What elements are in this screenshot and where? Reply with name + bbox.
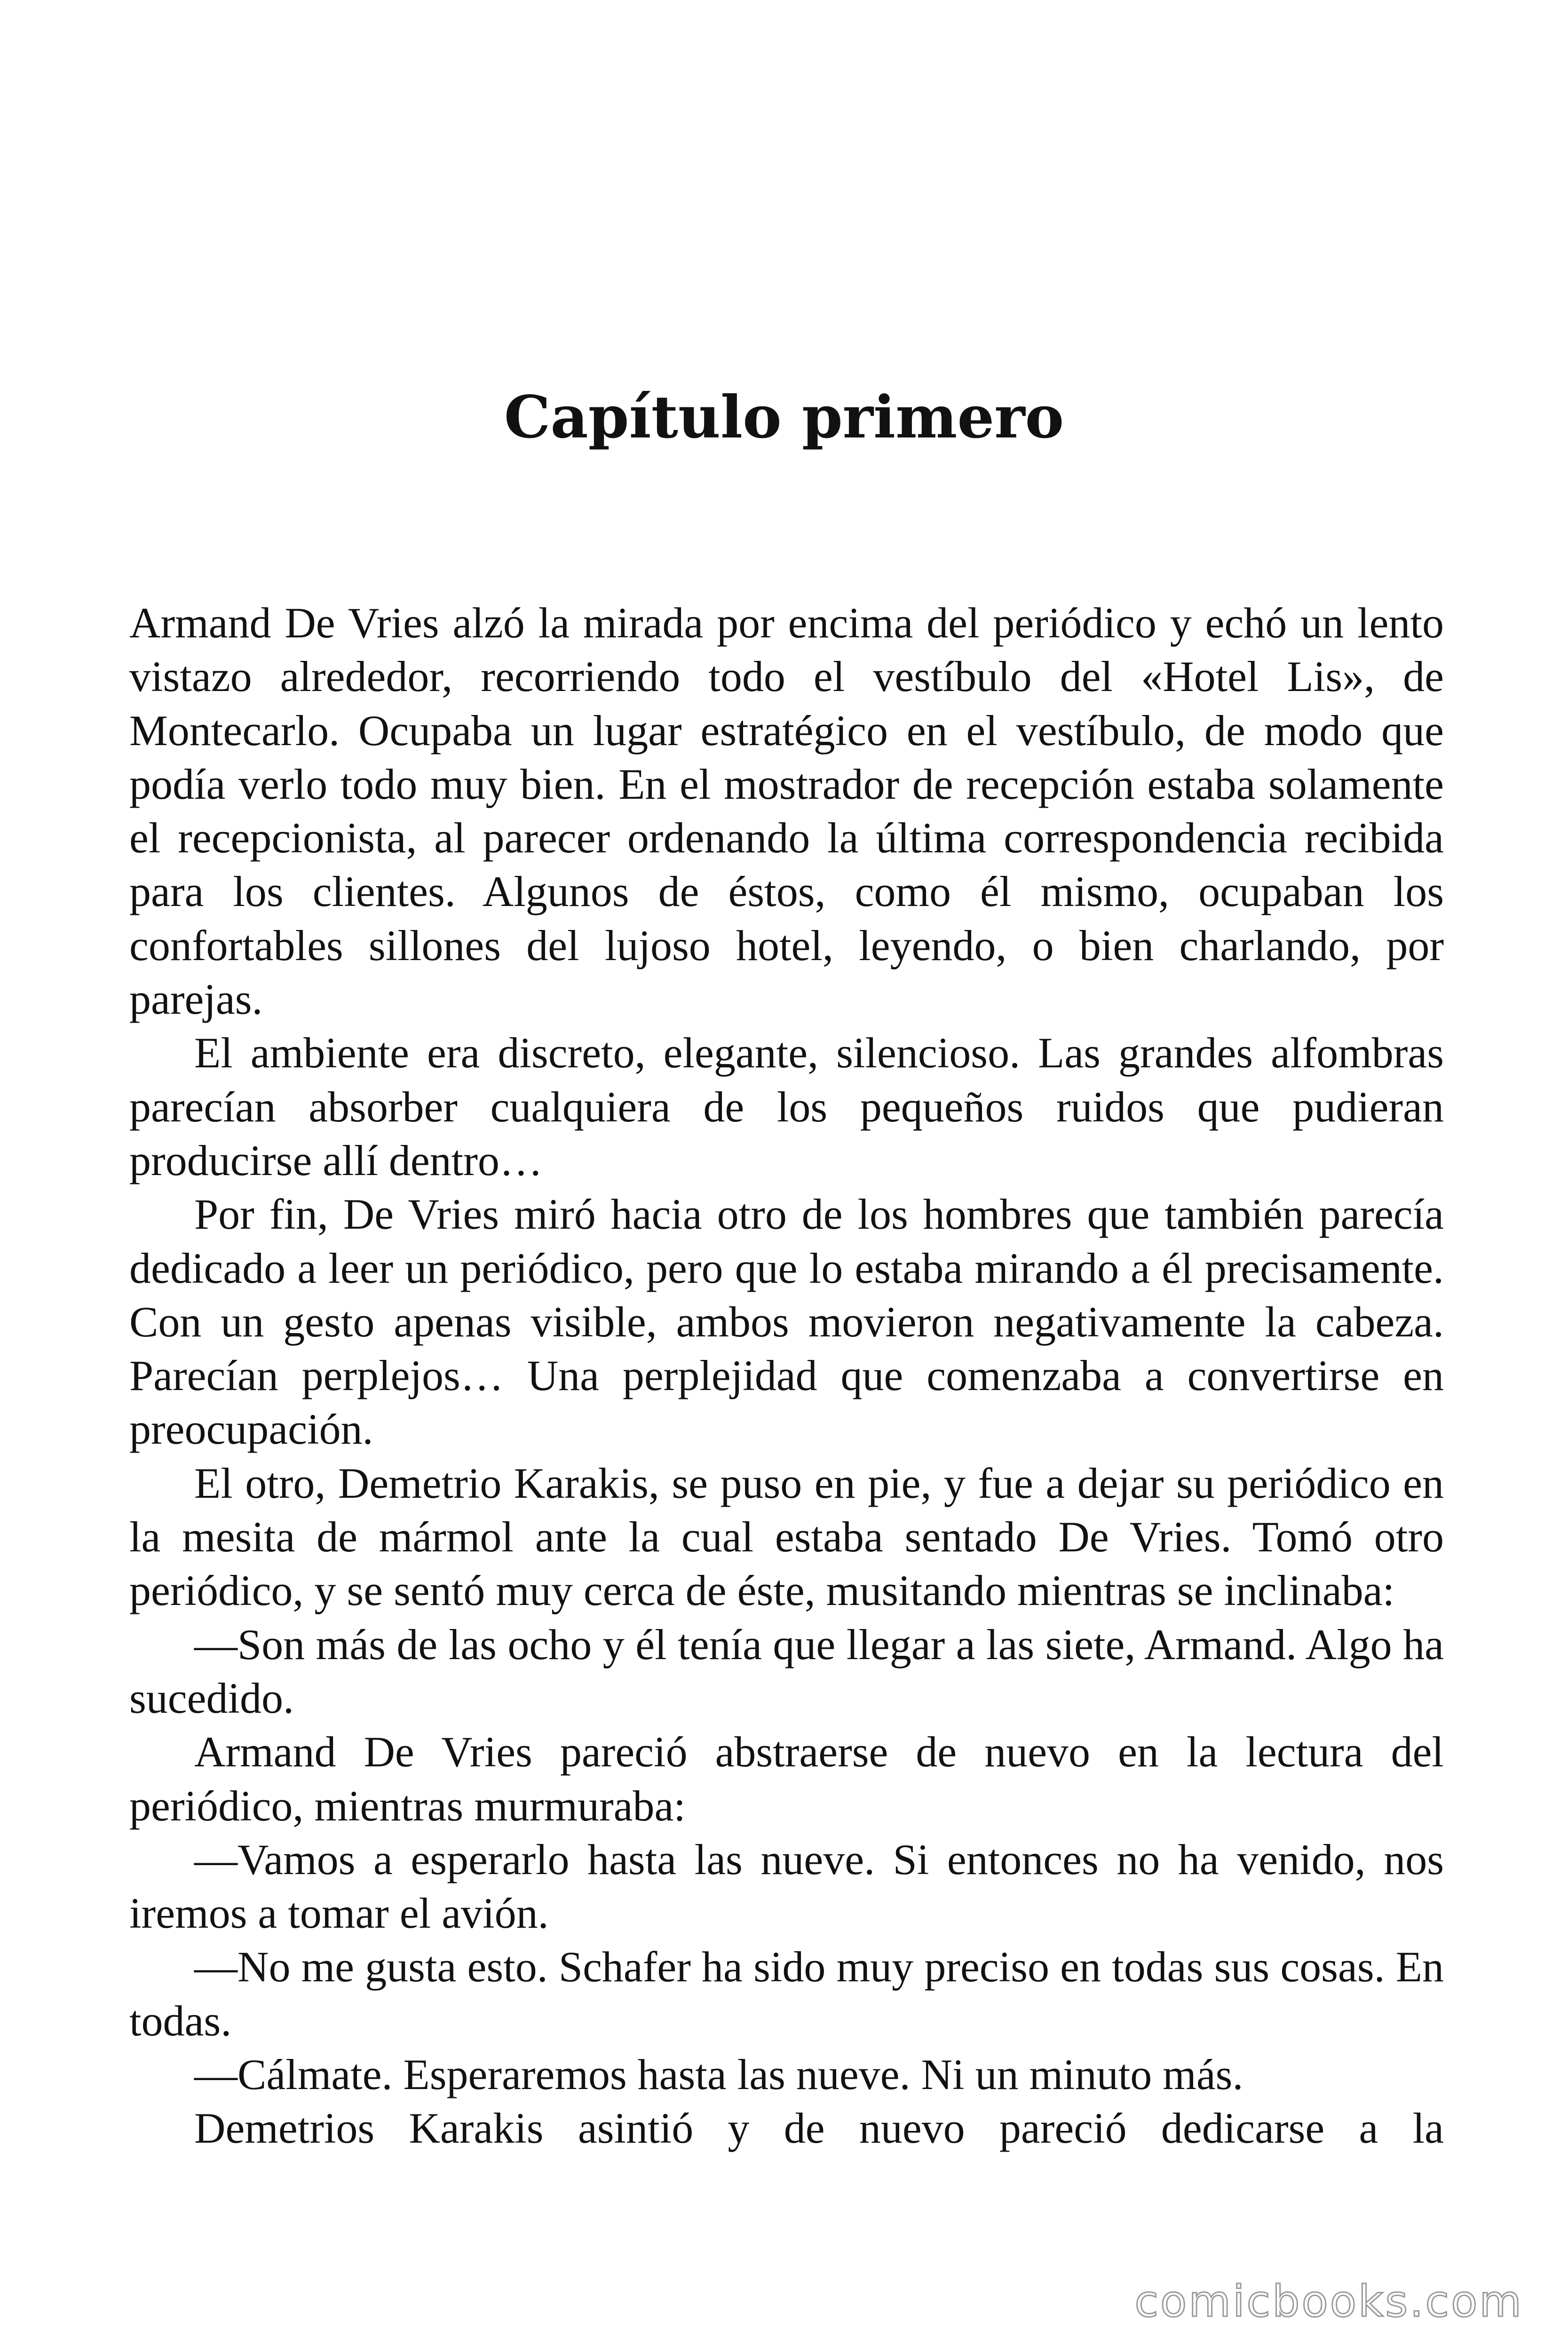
paragraph: —Cálmate. Esperaremos hasta las nueve. Ni un minuto más. bbox=[194, 2050, 1243, 2099]
paragraph: —Vamos a esperarlo hasta las nueve. Si entonces no ha venido, nos iremos a tomar el avión. bbox=[129, 1835, 1444, 1938]
paragraph: Armand De Vries alzó la mirada por encima del periódico y echó un lento vistazo alrededor, recorriendo todo el vestíbulo del «Hotel Lis», de Montecarlo. Ocupaba un lugar estratégico en el vestíbulo, de modo que podía verlo todo muy bien. En el mostrador de recepción estaba solamente el recepcionista, al parecer ordenando la última correspondencia recibida para los clientes. Algunos de éstos, como él mismo, ocupaban los confortables sillones del lujoso hotel, leyendo, o bien charlando, por parejas. bbox=[129, 599, 1444, 1024]
paragraph: El otro, Demetrio Karakis, se puso en pie, y fue a dejar su periódico en la mesita de mármol ante la cual estaba sentado De Vries. Tomó otro periódico, y se sentó muy cerca de éste, musitando mientras se inclinaba: bbox=[129, 1459, 1444, 1615]
paragraph: Demetrios Karakis asintió y de nuevo pareció dedicarse a la bbox=[194, 2104, 1444, 2153]
paragraph: Por fin, De Vries miró hacia otro de los hombres que también parecía dedicado a leer un periódico, pero que lo estaba mirando a él precisamente. Con un gesto apenas visible, ambos movieron negativamente la cabeza. Parecían perplejos… Una perplejidad que comenzaba a convertirse en preocupación. bbox=[129, 1190, 1444, 1454]
chapter-title: Capítulo primero bbox=[504, 383, 1064, 452]
paragraph: —Son más de las ocho y él tenía que llegar a las siete, Armand. Algo ha sucedido. bbox=[129, 1620, 1444, 1722]
paragraph: —No me gusta esto. Schafer ha sido muy preciso en todas sus cosas. En todas. bbox=[129, 1943, 1444, 2045]
watermark: comicbooks.com bbox=[1134, 2276, 1523, 2327]
paragraph: El ambiente era discreto, elegante, silencioso. Las grandes alfombras parecían absorber cualquiera de los pequeños ruidos que pudieran producirse allí dentro… bbox=[129, 1029, 1444, 1184]
paragraph: Armand De Vries pareció abstraerse de nuevo en la lectura del periódico, mientras murmuraba: bbox=[129, 1728, 1444, 1830]
chapter-body bbox=[129, 596, 1444, 2155]
